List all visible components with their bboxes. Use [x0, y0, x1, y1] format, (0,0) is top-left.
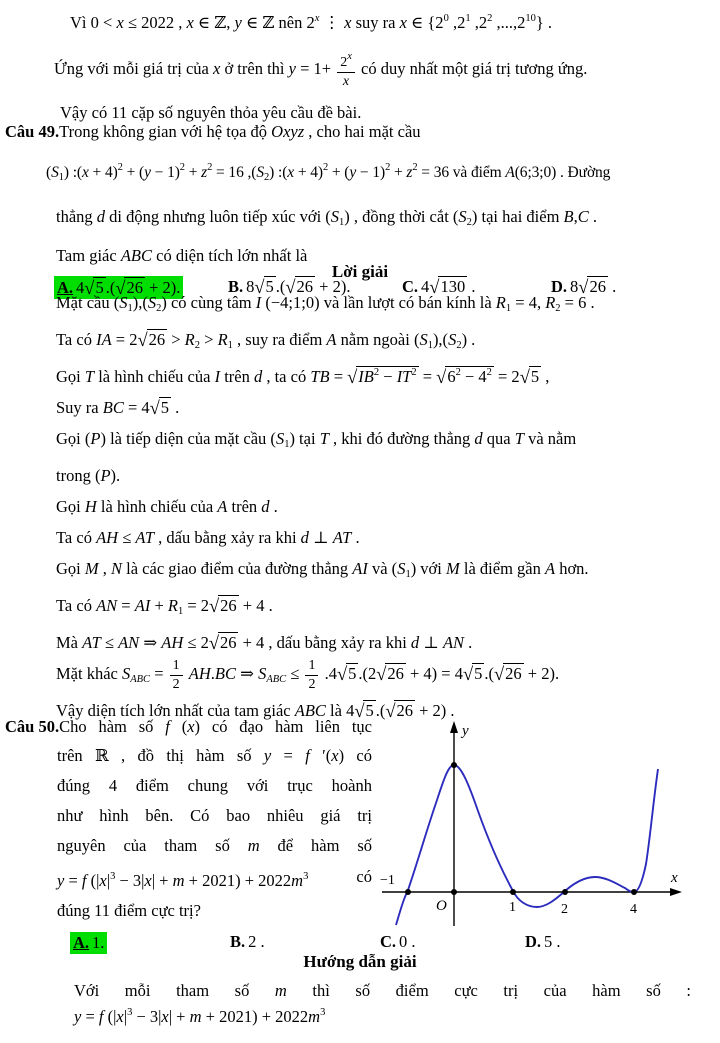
tick-label-4: 4	[630, 902, 637, 917]
correct-answer-highlight: A. 1.	[70, 932, 107, 954]
question-49-line-4: Tam giác ABC có diện tích lớn nhất là	[56, 246, 308, 265]
peak-dot	[451, 762, 457, 768]
question-50-line-1: Cho hàm số f (x) có đạo hàm liên tục	[59, 717, 373, 736]
option-50-D: D. 5 .	[525, 932, 561, 951]
y-axis-arrow	[450, 721, 458, 733]
question-50-block	[0, 712, 720, 960]
solution-line: Ta có AH ≤ AT , dấu bằng xảy ra khi d ⊥ AT .	[56, 528, 360, 547]
option-50-A	[70, 932, 107, 954]
correct-answer-highlight: A. 4√5 .(√26 + 2).	[54, 276, 183, 299]
origin-label: O	[436, 898, 447, 914]
question-50-label: Câu 50.	[5, 717, 60, 736]
option-49-B: B. 8√5 .(√26 + 2).	[228, 277, 351, 297]
tick-label-1: 1	[509, 900, 516, 915]
solution-line: Mặt cầu $(S_1),(S_2)$ có cùng tâm I (−4;1;0) và lần lượt có bán kính là $R_1 = 4$, $R_2 = 6$ .	[56, 293, 595, 314]
option-50-B: B. 2 .	[230, 932, 265, 951]
solution-line: Ta có IA = $2√26 > R_2 > R_1$ , suy ra điểm A nằm ngoài $(S_1),(S_2)$ .	[56, 330, 476, 351]
intercept-dot-2	[562, 889, 568, 895]
question-50-line-7: đúng 11 điểm cực trị?	[57, 901, 201, 920]
solution-line: Gọi T là hình chiếu của I trên d , ta có TB = $√IB^2 - IT^2 = √6^2 - 4^2 = 2√5$ ,	[56, 367, 550, 387]
question-50-formula-tail: có	[356, 867, 372, 886]
solution-line: Vậy diện tích lớn nhất của tam giác ABC là 4√5 .(√26 + 2) .	[56, 701, 455, 721]
option-50-C: C. 0 .	[380, 932, 416, 951]
solution-heading: Lời giải	[331, 262, 389, 281]
intro-line-3: Vậy có 11 cặp số nguyên thỏa yêu cầu đề bài.	[60, 103, 362, 122]
intro-line-2: Ứng với mỗi giá trị của x ở trên thì y = 1+ $\frac{2^x}{x}$ có duy nhất một giá trị tương ứng.	[54, 51, 588, 89]
tick-label-neg1: −1	[380, 873, 395, 888]
intro-line-1: Vì 0 < x ≤ 2022 , x ∈ ℤ, y ∈ ℤ nên 2$^x$ ⋮ x suy ra x ∈ {$2^0$ $,2^1$ $,2^2$ ,...,2$^{10}$} .	[70, 13, 552, 32]
question-50-line-4: như hình bên. Có bao nhiêu giá trị	[57, 806, 372, 825]
guide-line-2: y = f $(|x|^3 - 3|x| + m + 2021) + 2022m^3$	[74, 1007, 326, 1026]
solution-line: trong (P).	[56, 466, 121, 485]
intercept-dot-4	[631, 889, 637, 895]
question-50-line-2: trên ℝ , đồ thị hàm số y = f ′(x) có	[57, 746, 372, 765]
question-50-formula: y = f $(|x|^3 - 3|x| + m + 2021) + 2022m^3$	[57, 871, 309, 890]
solution-line: Mặt khác $S_{ABC}$ = $\frac{1}{2}$ AH.BC ⇒ $S_{ABC}$ ≤ $\frac{1}{2}$ .4√5 .(2√26 + 4) = 4√5 .(√26 + 2).	[56, 658, 560, 692]
y-axis-label: y	[462, 723, 469, 739]
option-49-D: D. 8√26 .	[551, 277, 617, 297]
option-49-C: C. 4√130 .	[402, 277, 476, 297]
origin-dot	[451, 889, 457, 895]
guide-heading: Hướng dẫn giải	[303, 952, 417, 971]
question-49-line-3: thẳng d di động nhưng luôn tiếp xúc với $(S_1)$ , đồng thời cắt $(S_2)$ tại hai điểm B,C .	[56, 207, 598, 228]
solution-line: Gọi M , N là các giao điểm của đường thẳng AI và $(S_1)$ với M là điểm gần A hơn.	[56, 559, 589, 580]
question-50-line-3: đúng 4 điểm chung với trục hoành	[57, 776, 372, 795]
solution-line: Suy ra BC = 4√5 .	[56, 398, 180, 418]
x-axis-label: x	[671, 870, 678, 886]
intro-block	[0, 4, 720, 128]
solution-block	[0, 287, 720, 726]
tick-label-2: 2	[561, 902, 568, 917]
guide-line-1: Với mỗi tham số m thì số điểm cực trị của hàm số :	[74, 981, 691, 1000]
derivative-graph-figure	[374, 712, 720, 926]
question-49-line-1: Trong không gian với hệ tọa độ Oxyz , cho hai mặt cầu	[59, 122, 421, 141]
question-49-label: Câu 49.	[5, 122, 60, 141]
x-axis-arrow	[670, 888, 682, 896]
solution-line: Gọi H là hình chiếu của A trên d .	[56, 497, 278, 516]
question-50-text-column	[0, 712, 374, 925]
solution-line: Mà AT ≤ AN ⇒ AH ≤ 2√26 + 4 , dấu bằng xảy ra khi d ⊥ AN .	[56, 633, 473, 653]
question-49-line-2: $(S_1)$ :(x + $4)^2 + (y - 1)^2 + z^2 = 16$ $,(S_2)$ :(x + $4)^2 + (y - 1)^2 + z^2 = 36$ và điểm A(6;3;0) . Đường	[46, 162, 611, 183]
solution-line: Gọi (P) là tiếp diện của mặt cầu $(S_1)$ tại T , khi đó đường thẳng d qua T và nằm	[56, 429, 577, 450]
intercept-dot-1	[510, 889, 516, 895]
question-50-formula-line	[57, 861, 374, 897]
solution-line: Ta có AN = AI + $R_1 = 2√26 + 4$ .	[56, 596, 273, 617]
intercept-dot-neg1	[405, 889, 411, 895]
question-50-line-5: nguyên của tham số m để hàm số	[57, 836, 373, 855]
